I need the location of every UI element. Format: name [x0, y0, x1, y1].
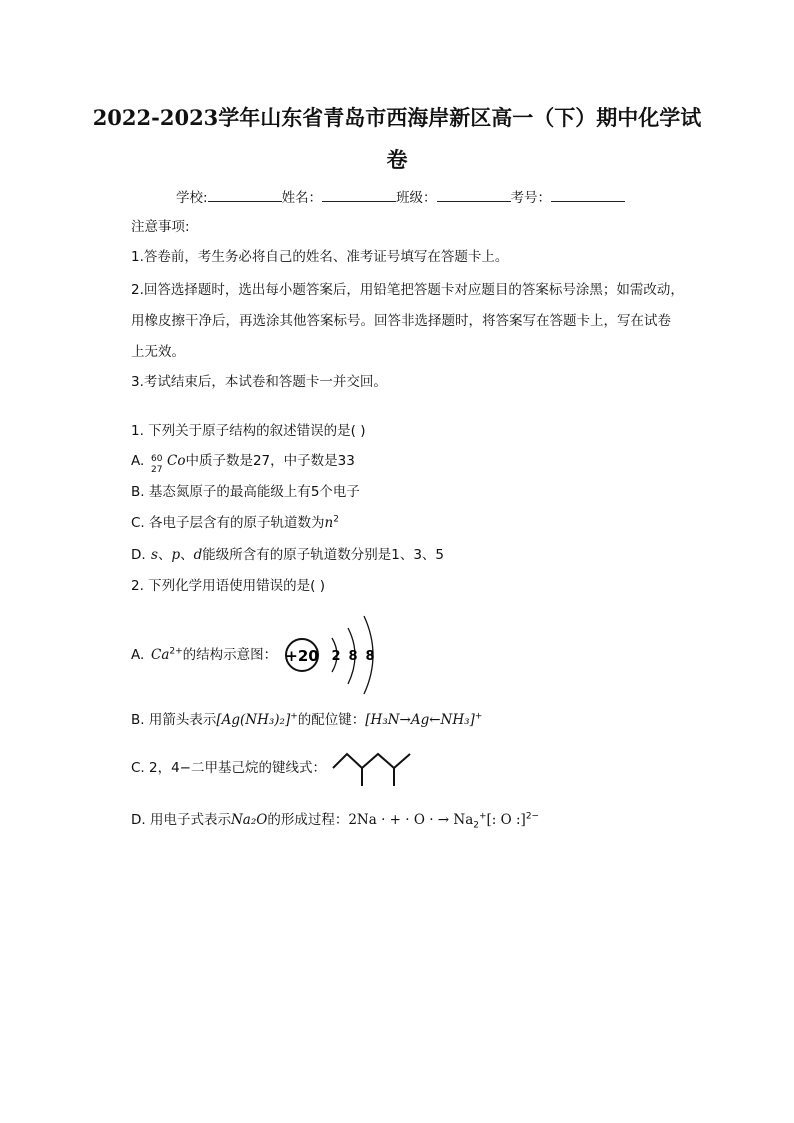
notice-item-2a: 2.回答选择题时，选出每小题答案后，用铅笔把答题卡对应题目的答案标号涂黑；如需改动， [131, 282, 684, 298]
co-symbol: Co [167, 453, 186, 469]
q1-stem: 1. 下列关于原子结构的叙述错误的是( ) [131, 423, 366, 439]
name-label: 姓名： [281, 190, 323, 206]
q1-c-text: C. 各电子层含有的原子轨道数为 [131, 515, 325, 531]
coordination-charge: + [474, 711, 483, 722]
shell-3-count: 8 [365, 649, 375, 664]
name-blank[interactable] [322, 187, 396, 202]
q2-b-text2: 的配位键： [297, 712, 366, 728]
n-symbol: n [324, 515, 334, 531]
mass-number: 60 [151, 454, 163, 464]
class-blank[interactable] [437, 187, 511, 202]
q2-a-text: 的结构示意图： [182, 647, 278, 663]
notice-item-2c: 上无效。 [131, 344, 185, 360]
cobalt-nuclide [151, 452, 167, 475]
coordination-formula: [H₃N→Ag←NH₃] [365, 712, 475, 728]
na-subscript: 2 [473, 820, 479, 831]
oxide-ion-dot: [: O :] [486, 812, 526, 828]
school-blank[interactable] [208, 187, 282, 202]
ca-ion-structure-diagram [280, 608, 390, 698]
q2-option-a[interactable] [131, 645, 277, 665]
shell-2-count: 8 [348, 649, 358, 664]
shell-1-count: 2 [331, 649, 341, 664]
exam-no-blank[interactable] [551, 187, 625, 202]
electron-dot-lhs: 2Na · + · O · → Na [348, 812, 474, 828]
q1-a-label: A. [131, 453, 145, 469]
exam-title-line2: 卷 [386, 147, 408, 172]
nucleus-charge: +20 [285, 647, 319, 665]
q2-d-text2: 的形成过程： [267, 812, 349, 828]
d-orbital: d [193, 547, 203, 563]
q1-option-d[interactable]: D. s、p、d能级所含有的原子轨道数分别是1、3、5 [131, 547, 445, 563]
student-info-row [176, 187, 646, 208]
silver-complex-charge: + [290, 711, 298, 722]
oxide-charge: 2− [525, 811, 540, 822]
q2-b-text1: B. 用箭头表示 [131, 712, 217, 728]
s-orbital: s [151, 547, 158, 563]
silver-complex: [Ag(NH₃)₂] [216, 712, 291, 728]
q1-d-label: D. [131, 547, 146, 563]
q1-a-text: 中质子数是27，中子数是33 [185, 453, 355, 469]
notice-item-2b: 用橡皮擦干净后，再选涂其他答案标号。回答非选择题时，将答案写在答题卡上，写在试卷 [131, 313, 671, 329]
q1-d-text: 能级所含有的原子轨道数分别是1、3、5 [202, 547, 445, 563]
q2-d-text1: D. 用电子式表示 [131, 812, 231, 828]
main-chain [333, 754, 410, 768]
n-exponent: 2 [333, 514, 339, 525]
q1-option-c[interactable] [131, 513, 339, 533]
school-label: 学校: [176, 190, 208, 206]
na-charge: + [478, 811, 487, 822]
notice-item-1: 1.答卷前，考生务必将自己的姓名、准考证号填写在答题卡上。 [131, 249, 509, 265]
q2-option-c[interactable] [131, 758, 326, 778]
exam-no-label: 考号： [510, 190, 552, 206]
atomic-number: 27 [151, 465, 163, 475]
exam-title-line1: 2022-2023学年山东省青岛市西海岸新区高一（下）期中化学试 [92, 105, 702, 130]
q1-option-a[interactable] [131, 451, 355, 475]
class-label: 班级： [396, 190, 437, 206]
p-orbital: p [171, 547, 181, 563]
notice-item-3: 3.考试结束后，本试卷和答题卡一并交回。 [131, 374, 387, 390]
na2o-formula: Na₂O [230, 812, 268, 828]
q2-option-b[interactable] [131, 710, 482, 730]
q2-a-label: A. [131, 647, 145, 663]
ca-symbol: Ca [151, 647, 170, 663]
ca-charge: 2+ [169, 646, 183, 657]
q2-stem: 2. 下列化学用语使用错误的是( ) [131, 578, 325, 594]
q1-option-b[interactable]: B. 基态氮原子的最高能级上有5个电子 [131, 484, 360, 500]
skeletal-formula [330, 748, 420, 790]
q2-c-text: C. 2，4−二甲基己烷的键线式： [131, 760, 326, 776]
q2-option-d[interactable] [131, 810, 539, 830]
notice-heading: 注意事项: [131, 219, 190, 235]
